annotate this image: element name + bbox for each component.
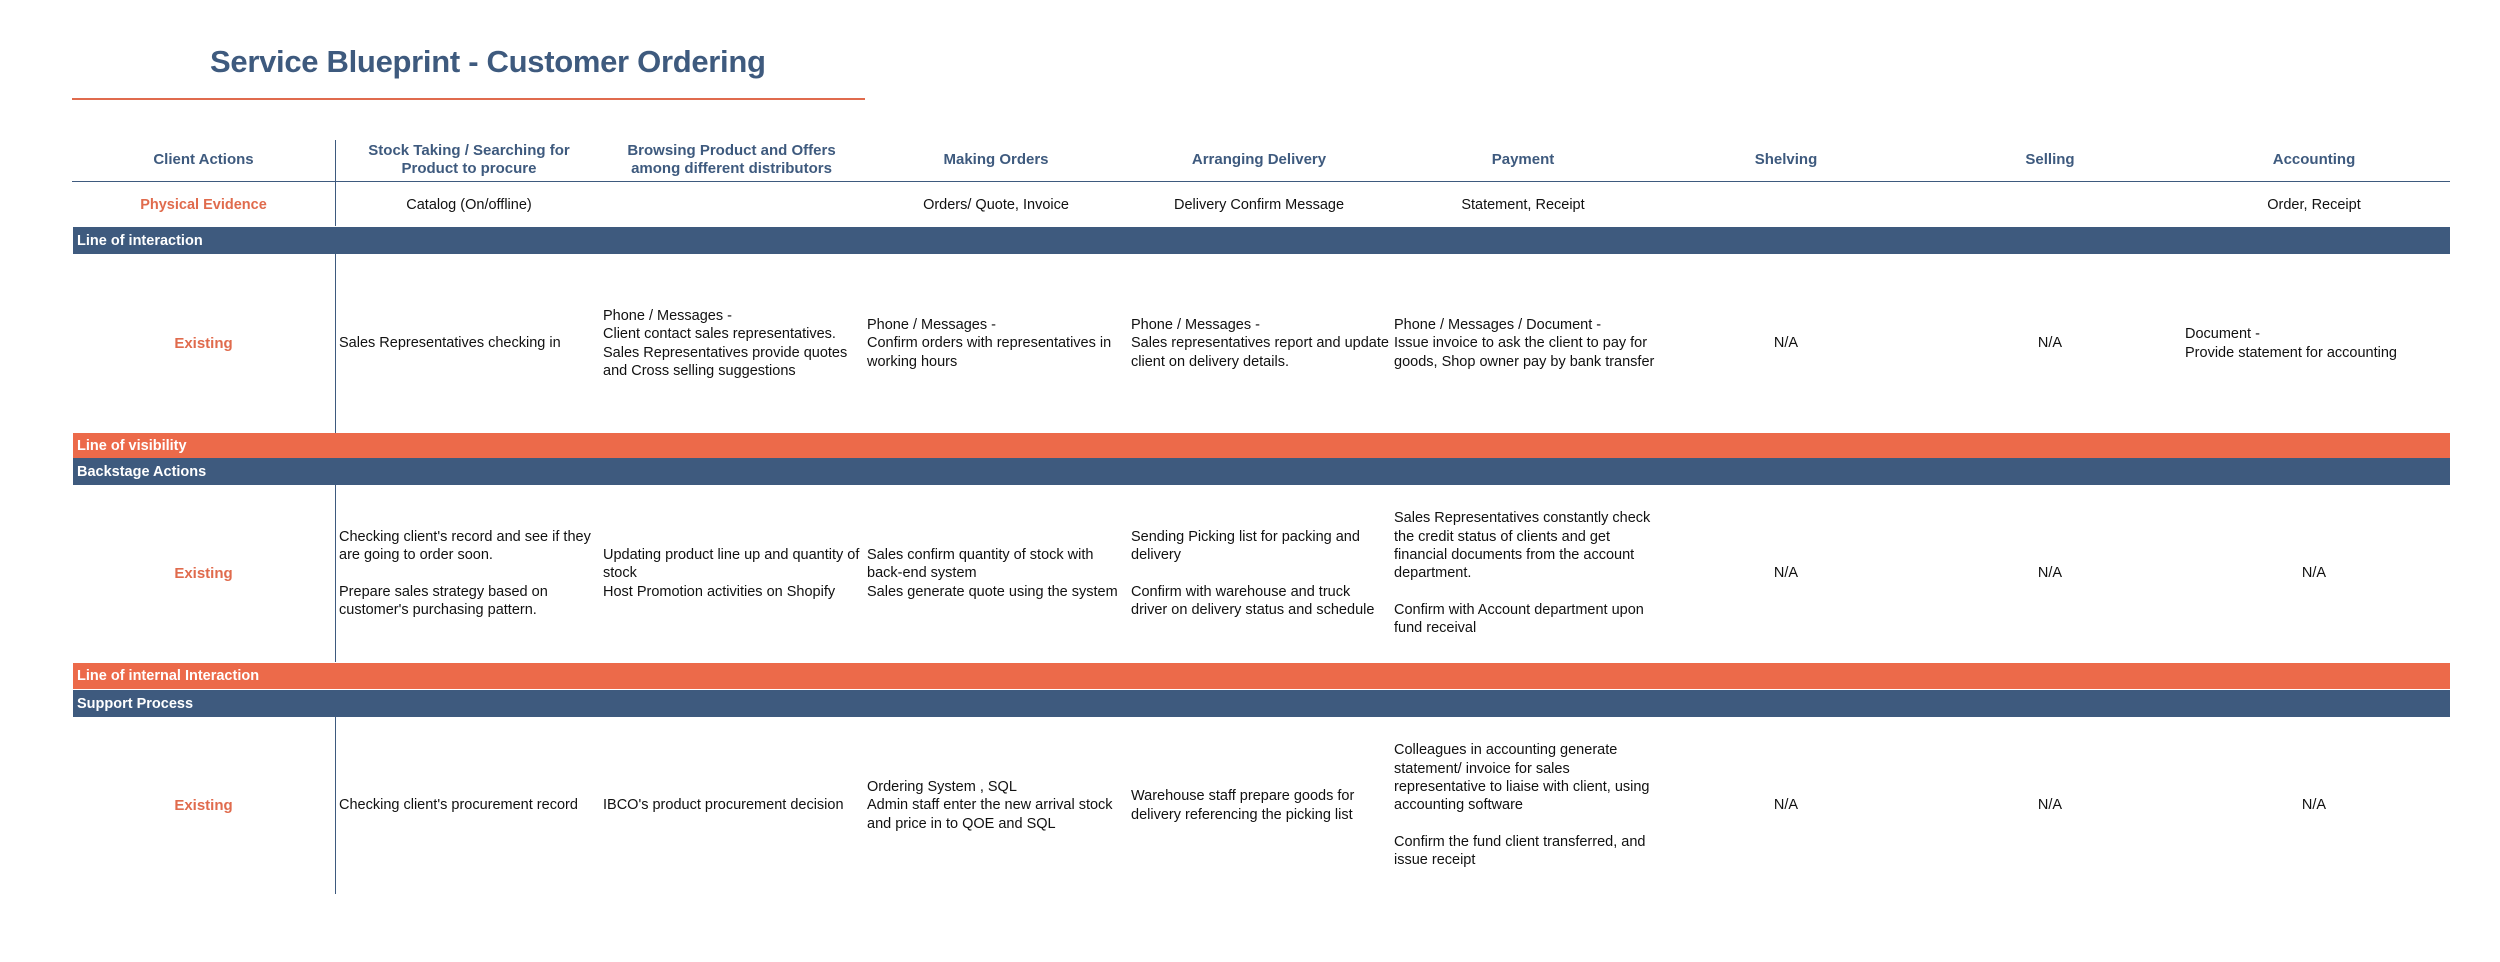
cell-support-accounting: N/A xyxy=(2301,797,2327,814)
cell-frontstage-selling: N/A xyxy=(2037,335,2063,352)
cell-backstage-selling: N/A xyxy=(2037,565,2063,582)
cell-support-making-orders: Ordering System , SQL Admin staff enter the new arrival stock and price in to QOE and SQL xyxy=(867,779,1113,832)
cell-support-payment: Colleagues in accounting generate statement/ invoice for sales representative to liaise with client, using accounting software Confirm the fund client transferred, and issue receipt xyxy=(1394,742,1650,869)
cell-backstage-shelving: N/A xyxy=(1773,565,1799,582)
band-backstage-actions: Backstage Actions xyxy=(73,458,2450,485)
column-divider xyxy=(335,254,336,433)
column-header-arranging-delivery: Arranging Delivery xyxy=(1191,151,1327,168)
column-divider xyxy=(335,140,336,226)
cell-frontstage-accounting: Document - Provide statement for accounting xyxy=(2185,326,2397,361)
cell-support-shelving: N/A xyxy=(1773,797,1799,814)
cell-frontstage-payment: Phone / Messages / Document - Issue invoice to ask the client to pay for goods, Shop owner pay by bank transfer xyxy=(1394,317,1655,370)
column-header-stock-taking: Stock Taking / Searching for Product to procure xyxy=(368,142,570,177)
cell-backstage-making-orders: Sales confirm quantity of stock with back-end system Sales generate quote using the system xyxy=(867,547,1118,600)
physical-evidence-label: Physical Evidence xyxy=(140,197,267,213)
evidence-payment: Statement, Receipt xyxy=(1461,197,1585,213)
evidence-accounting: Order, Receipt xyxy=(2267,197,2361,213)
evidence-stock-taking: Catalog (On/offline) xyxy=(406,197,532,213)
cell-frontstage-stock-taking: Sales Representatives checking in xyxy=(339,335,561,352)
cell-frontstage-arranging-delivery: Phone / Messages - Sales representatives report and update client on delivery details. xyxy=(1131,317,1389,370)
column-header-accounting: Accounting xyxy=(2272,151,2356,168)
column-divider xyxy=(335,485,336,662)
row-label-support: Existing xyxy=(174,797,233,814)
band-support-process: Support Process xyxy=(73,690,2450,717)
cell-frontstage-browsing: Phone / Messages - Client contact sales representatives. Sales Representatives provide quotes and Cross selling suggestions xyxy=(603,307,848,379)
evidence-selling xyxy=(1920,188,2180,222)
cell-backstage-arranging-delivery: Sending Picking list for packing and delivery Confirm with warehouse and truck driver on delivery status and schedule xyxy=(1131,528,1375,618)
cell-frontstage-making-orders: Phone / Messages - Confirm orders with representatives in working hours xyxy=(867,317,1112,370)
evidence-arranging-delivery: Delivery Confirm Message xyxy=(1173,197,1345,213)
cell-support-selling: N/A xyxy=(2037,797,2063,814)
column-header-making-orders: Making Orders xyxy=(943,151,1049,168)
cell-backstage-payment: Sales Representatives constantly check the credit status of clients and get financial documents from the account department. Confirm with Account department upon fund receival xyxy=(1394,510,1651,637)
cell-support-arranging-delivery: Warehouse staff prepare goods for delivery referencing the picking list xyxy=(1131,788,1355,823)
column-header-selling: Selling xyxy=(2025,151,2075,168)
page-title: Service Blueprint - Customer Ordering xyxy=(210,44,766,79)
column-header-payment: Payment xyxy=(1491,151,1555,168)
evidence-making-orders: Orders/ Quote, Invoice xyxy=(923,197,1069,213)
column-header-client-actions: Client Actions xyxy=(153,151,254,168)
header-divider xyxy=(72,181,2450,182)
column-header-browsing: Browsing Product and Offers among different distributors xyxy=(627,142,836,177)
column-divider xyxy=(335,717,336,894)
cell-backstage-stock-taking: Checking client's record and see if they are going to order soon. Prepare sales strategy based on customer's purchasing pattern. xyxy=(339,528,591,618)
band-line-of-internal-interaction: Line of internal Interaction xyxy=(73,663,2450,689)
evidence-browsing xyxy=(603,188,860,222)
cell-support-browsing: IBCO's product procurement decision xyxy=(603,797,844,814)
cell-support-stock-taking: Checking client's procurement record xyxy=(339,797,578,814)
cell-frontstage-shelving: N/A xyxy=(1773,335,1799,352)
evidence-shelving xyxy=(1655,188,1917,222)
band-line-of-visibility: Line of visibility xyxy=(73,433,2450,458)
cell-backstage-browsing: Updating product line up and quantity of stock Host Promotion activities on Shopify xyxy=(603,547,860,600)
row-label-backstage: Existing xyxy=(174,565,233,582)
cell-backstage-accounting: N/A xyxy=(2301,565,2327,582)
title-underline xyxy=(72,98,865,100)
column-header-shelving: Shelving xyxy=(1754,151,1818,168)
row-label-frontstage: Existing xyxy=(174,335,233,352)
band-line-of-interaction: Line of interaction xyxy=(73,227,2450,254)
